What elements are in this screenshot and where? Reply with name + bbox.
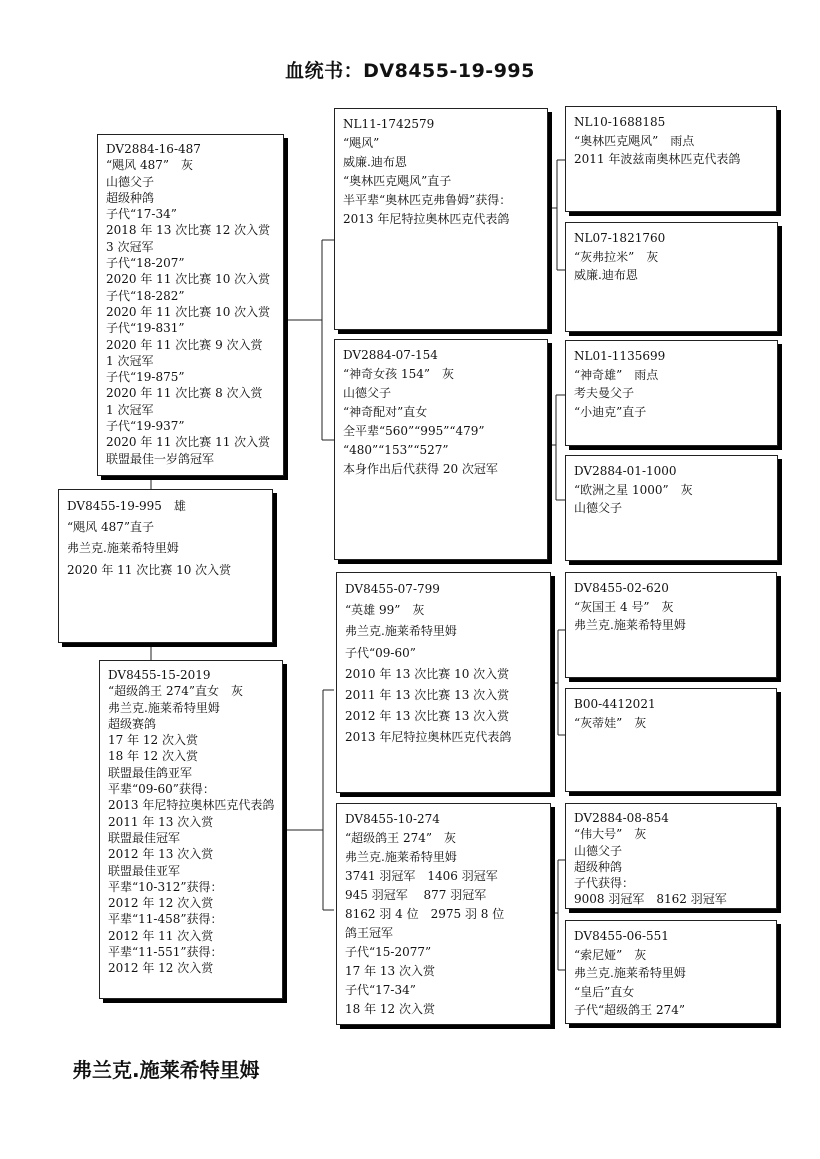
sire-sire-line: “奥林匹克飓风”直子 [343, 174, 452, 188]
sire-dam-box [334, 339, 548, 560]
subject-line: 2020 年 11 次比赛 10 次入赏 [67, 562, 232, 577]
dam-dam-line: 18 年 12 次入赏 [345, 1002, 435, 1016]
ggp2-line: 威廉.迪布恩 [574, 268, 638, 282]
sire-line: 2018 年 13 次比赛 12 次入赏 [106, 223, 271, 238]
ggp1-line: “奥林匹克飓风” 雨点 [574, 133, 695, 148]
dam-dam-line: 3741 羽冠军 1406 羽冠军 [345, 869, 498, 883]
dam-line: 联盟最佳鸽亚军 [108, 765, 193, 780]
ggp3-ring-number: NL01-1135699 [574, 349, 666, 363]
ggp7-line: 9008 羽冠军 8162 羽冠军 [574, 892, 727, 907]
ggp7-line: 子代获得： [574, 876, 635, 891]
ggp8-line: 弗兰克.施莱希特里姆 [574, 966, 686, 980]
dam-dam-line: “超级鸽王 274” 灰 [345, 831, 456, 845]
ggp7-line: 超级种鸽 [574, 859, 623, 874]
dam-sire-line: 子代“09-60” [345, 645, 416, 660]
ggp1-ring-number: NL10-1688185 [574, 115, 666, 129]
sire-line: 子代“19-937” [106, 419, 185, 434]
dam-ring-number: DV8455-15-2019 [108, 668, 211, 682]
sire-line: “飓风 487” 灰 [106, 158, 193, 173]
dam-sire-line: “英雄 99” 灰 [345, 603, 425, 618]
dam-sire-line: 2011 年 13 次比赛 13 次入赏 [345, 688, 510, 703]
sire-sire-line: 2013 年尼特拉奥林匹克代表鸽 [343, 212, 510, 226]
ggp8-box [565, 920, 777, 1024]
subject-line: 弗兰克.施莱希特里姆 [67, 541, 179, 556]
dam-dam-line: 鸽王冠军 [345, 926, 394, 940]
dam-dam-line: 8162 羽 4 位 2975 羽 8 位 [345, 907, 505, 921]
sire-sire-line: 威廉.迪布恩 [343, 155, 407, 169]
dam-line: 2013 年尼特拉奥林匹克代表鸽 [108, 798, 275, 813]
dam-line: 联盟最佳冠军 [108, 830, 181, 845]
sire-ring-number: DV2884-16-487 [106, 142, 201, 156]
sire-sire-ring-number: NL11-1742579 [343, 117, 435, 131]
ggp6-line: “灰蒂娃” 灰 [574, 715, 647, 730]
sire-dam-line: 全平辈“560”“995”“479” [343, 424, 485, 438]
ggp2-box [565, 222, 778, 332]
dam-line: 超级赛鸽 [108, 716, 157, 731]
ggp3-box [565, 340, 778, 446]
sire-line: 1 次冠军 [106, 402, 154, 417]
ggp4-ring-number: DV2884-01-1000 [574, 464, 677, 478]
ggp7-ring-number: DV2884-08-854 [574, 811, 669, 825]
ggp4-box [565, 455, 778, 561]
dam-dam-line: 弗兰克.施莱希特里姆 [345, 850, 457, 864]
dam-sire-line: 弗兰克.施莱希特里姆 [345, 624, 457, 639]
sire-line: 超级种鸽 [106, 190, 155, 205]
ggp2-ring-number: NL07-1821760 [574, 231, 666, 245]
sire-dam-line: “480”“153”“527” [343, 443, 449, 457]
sire-sire-line: “飓风” [343, 136, 380, 150]
dam-line: 17 年 12 次入赏 [108, 733, 198, 748]
dam-line: 2012 年 12 次入赏 [108, 896, 214, 911]
ggp3-line: “小迪克”直子 [574, 404, 647, 419]
sire-sire-line: 半平辈“奥林匹克弗鲁姆”获得： [343, 193, 512, 207]
dam-box [99, 660, 283, 999]
ggp6-box [565, 688, 777, 792]
sire-line: 2020 年 11 次比赛 9 次入赏 [106, 337, 263, 352]
dam-line: 2011 年 13 次入赏 [108, 814, 214, 829]
sire-dam-line: “神奇女孩 154” 灰 [343, 367, 454, 381]
dam-line: 2012 年 12 次入赏 [108, 961, 214, 976]
sire-line: 2020 年 11 次比赛 10 次入赏 [106, 272, 271, 287]
sire-line: 2020 年 11 次比赛 11 次入赏 [106, 435, 271, 450]
ggp5-line: 弗兰克.施莱希特里姆 [574, 618, 686, 632]
ggp2-line: “灰弗拉米” 灰 [574, 249, 659, 264]
ggp4-line: “欧洲之星 1000” 灰 [574, 482, 693, 497]
page-title: 血统书：DV8455-19-995 [285, 60, 535, 82]
dam-sire-line: 2010 年 13 次比赛 10 次入赏 [345, 666, 510, 681]
ggp5-box [565, 572, 777, 678]
sire-line: 联盟最佳一岁鸽冠军 [106, 451, 215, 466]
dam-sire-line: 2013 年尼特拉奥林匹克代表鸽 [345, 730, 512, 745]
ggp6-ring-number: B00-4412021 [574, 697, 656, 711]
subject-ring-number: DV8455-19-995 雄 [67, 499, 186, 513]
ggp5-ring-number: DV8455-02-620 [574, 581, 669, 595]
dam-line: 2012 年 13 次入赏 [108, 847, 214, 862]
sire-sire-box [334, 108, 548, 330]
dam-line: 平辈“11-458”获得： [108, 912, 223, 927]
dam-line: 平辈“10-312”获得： [108, 879, 223, 894]
dam-sire-box [336, 572, 551, 793]
ggp1-box [565, 106, 777, 212]
ggp1-line: 2011 年波兹南奥林匹克代表鸽 [574, 152, 741, 166]
sire-line: 1 次冠军 [106, 353, 154, 368]
ggp7-line: “伟大号” 灰 [574, 827, 647, 842]
ggp8-line: 子代“超级鸽王 274” [574, 1003, 685, 1017]
ggp4-line: 山德父子 [574, 501, 623, 515]
sire-line: 3 次冠军 [106, 239, 154, 254]
dam-line: 2012 年 11 次入赏 [108, 928, 214, 943]
dam-sire-ring-number: DV8455-07-799 [345, 582, 440, 596]
ggp3-line: “神奇雄” 雨点 [574, 367, 659, 382]
dam-line: 平辈“11-551”获得： [108, 945, 223, 960]
sire-line: 子代“19-831” [106, 321, 185, 336]
dam-line: “超级鸽王 274”直女 灰 [108, 684, 243, 699]
ggp8-ring-number: DV8455-06-551 [574, 929, 669, 943]
dam-dam-line: 17 年 13 次入赏 [345, 964, 435, 978]
sire-line: 2020 年 11 次比赛 8 次入赏 [106, 386, 263, 401]
sire-box [97, 134, 284, 476]
sire-line: 子代“18-207” [106, 256, 185, 271]
ggp5-line: “灰国王 4 号” 灰 [574, 599, 674, 614]
sire-dam-line: “神奇配对”直女 [343, 405, 428, 419]
subject-line: “飓风 487”直子 [67, 520, 154, 535]
sire-line: 子代“17-34” [106, 207, 177, 222]
dam-line: 18 年 12 次入赏 [108, 749, 198, 764]
subject-box [58, 489, 273, 643]
dam-sire-line: 2012 年 13 次比赛 13 次入赏 [345, 709, 510, 724]
dam-dam-line: 子代“15-2077” [345, 945, 432, 959]
ggp7-line: 山德父子 [574, 843, 623, 858]
sire-line: 子代“18-282” [106, 288, 185, 303]
ggp3-line: 考夫曼父子 [574, 386, 635, 400]
ggp8-line: “皇后”直女 [574, 984, 635, 999]
sire-dam-ring-number: DV2884-07-154 [343, 348, 438, 362]
dam-dam-line: 945 羽冠军 877 羽冠军 [345, 888, 487, 902]
dam-dam-ring-number: DV8455-10-274 [345, 812, 440, 826]
dam-dam-box [336, 803, 551, 1025]
sire-dam-line: 本身作出后代获得 20 次冠军 [343, 462, 498, 476]
sire-line: 2020 年 11 次比赛 10 次入赏 [106, 304, 271, 319]
ggp8-line: “索尼娅” 灰 [574, 947, 647, 962]
dam-line: 弗兰克.施莱希特里姆 [108, 700, 220, 715]
sire-line: 子代“19-875” [106, 370, 185, 385]
dam-line: 联盟最佳亚军 [108, 863, 181, 878]
dam-dam-line: 子代“17-34” [345, 983, 416, 997]
sire-line: 山德父子 [106, 174, 155, 189]
dam-line: 平辈“09-60”获得： [108, 782, 215, 797]
ggp7-box [565, 803, 777, 909]
owner-name: 弗兰克.施莱希特里姆 [72, 1058, 260, 1082]
sire-dam-line: 山德父子 [343, 386, 392, 400]
